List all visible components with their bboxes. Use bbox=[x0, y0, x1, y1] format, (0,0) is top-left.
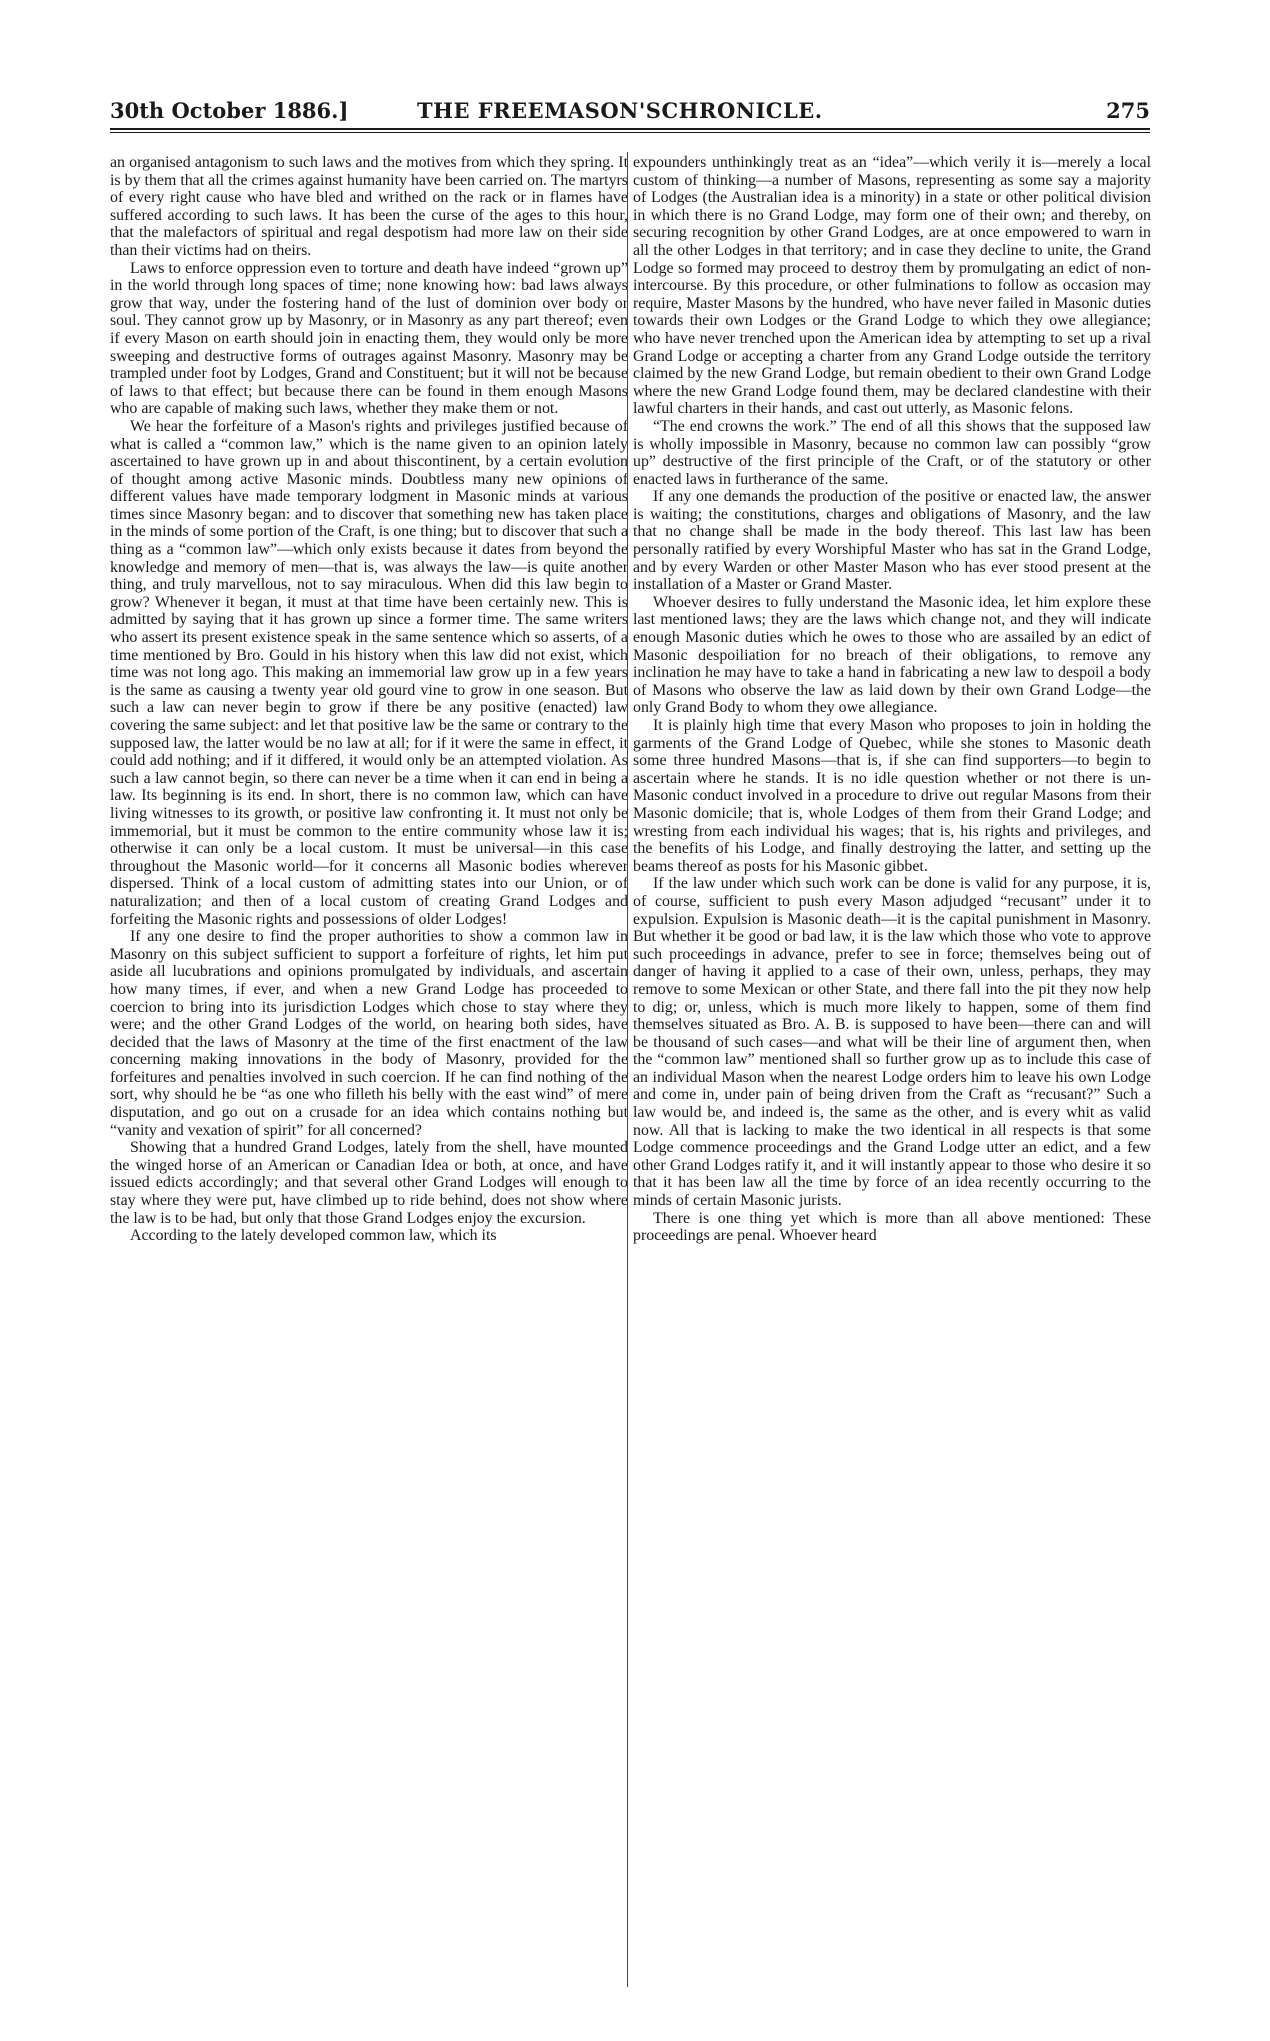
paragraph: “The end crowns the work.” The end of all this shows that the supposed law is wholly impossible in Masonry, because no common law can possibly “grow up” destructive of the first principle of the Craft, or of the statutory or other enacted laws in furtherance of the same. bbox=[633, 417, 1151, 488]
paragraph: Laws to enforce oppression even to torture and death have indeed “grown up” in the world through long spaces of time; none knowing how: bad laws always grow that way, under the fostering hand of the lust of dominion over body or soul. They cannot grow up by Masonry, or in Masonry as any part thereof; even if every Mason on earth should join in enacting them, they would only be more sweeping and destructive forms of outrages against Masonry. Masonry may be trampled under foot by Lodges, Grand and Constituent; but it will not be because of laws to that effect; but because there can be found in them enough Masons who are capable of making such laws, whether they make them or not. bbox=[110, 259, 628, 418]
column-divider bbox=[627, 152, 628, 1987]
header-rule-thin bbox=[110, 132, 1150, 133]
right-column bbox=[633, 154, 1151, 1245]
paragraph: There is one thing yet which is more than all above mentioned: These proceedings are penal. Whoever heard bbox=[633, 1209, 1151, 1245]
paragraph: an organised antagonism to such laws and the motives from which they spring. It is by them that all the crimes against humanity have been carried on. The martyrs of every right cause who have bled and writhed on the rack or in flames have suffered according to such laws. It has been the curse of the ages to this hour, that the malefactors of spiritual and regal despotism had more law on their side than their victims had on theirs. bbox=[110, 154, 628, 259]
paragraph: It is plainly high time that every Mason who proposes to join in holding the garments of the Grand Lodge of Quebec, while she stones to Masonic death some three hundred Masons—that is, if she can find supporters—to begin to ascertain where he stands. It is no idle question whether or not there is un-Masonic conduct involved in a procedure to drive out regular Masons from their Masonic domicile; that is, whole Lodges of them from their Grand Lodge; and wresting from each individual his wages; that is, his rights and privileges, and the benefits of his Lodge, and finally destroying the latter, and setting up the beams thereof as posts for his Masonic gibbet. bbox=[633, 717, 1151, 875]
paragraph: If any one desire to find the proper authorities to show a common law in Masonry on this subject sufficient to support a forfeiture of rights, let him put aside all lucubrations and opinions promulgated by individuals, and ascertain how many times, if ever, and when a new Grand Lodge has proceeded to coercion to bring into its jurisdiction Lodges which chose to stay where they were; and the other Grand Lodges of the world, on hearing both sides, have decided that the laws of Masonry at the time of the first enactment of the law concerning making innovations in the body of Masonry, provided for the forfeitures and penalties involved in such coercion. If he can find nothing of the sort, why should he be “as one who filleth his belly with the east wind” of mere disputation, and go out on a crusade for an idea which contains nothing but “vanity and vexation of spirit” for all concerned? bbox=[110, 928, 628, 1139]
left-column bbox=[110, 154, 628, 1245]
paragraph: expounders unthinkingly treat as an “idea”—which verily it is—merely a local custom of thinking—a number of Masons, representing as some say a majority of Lodges (the Australian idea is a minority) in a state or other political division in which there is no Grand Lodge, may form one of their own; and thereby, on securing recognition by other Grand Lodges, are at once empowered to warn in all the other Lodges in that territory; and in case they decline to unite, the Grand Lodge so formed may proceed to destroy them by promulgating an edict of non-intercourse. By this procedure, or other fulminations to follow as occasion may require, Master Masons by the hundred, who have never failed in Masonic duties towards their own Lodges or the Grand Lodge to which they owe allegiance; who have never trenched upon the American idea by attempting to set up a rival Grand Lodge or accepting a charter from any Grand Lodge outside the territory claimed by the new Grand Lodge, but remain obedient to their own Grand Lodge where the new Grand Lodge found them, may be declared clandestine with their lawful charters in their hands, and cast out utterly, as Masonic felons. bbox=[633, 154, 1151, 418]
paragraph: If the law under which such work can be done is valid for any purpose, it is, of course, sufficient to push every Mason adjudged “recusant” under it to expulsion. Expulsion is Masonic death—it is the capital punishment in Masonry. But whether it be good or bad law, it is the law which those who vote to approve such proceedings in advance, prefer to see in force; themselves being out of danger of having it applied to a case of their own, unless, perhaps, they may remove to some Mexican or other State, and there fall into the pit they now help to dig; or, unless, which is much more likely to happen, some of them find themselves situated as Bro. A. B. is supposed to have been—there can and will be thousand of such cases—and what will be their line of argument then, when the “common law” mentioned shall so further grow up as to include this case of an individual Mason when the nearest Lodge orders him to leave his own Lodge and come in, under pain of being driven from the Craft as “recusant?” Such a law would be, and indeed is, the same as the other, and is every whit as valid now. All that is lacking to make the two identical in all respects is that some Lodge commence proceedings and the Grand Lodge utter an edict, and a few other Grand Lodges ratify it, and it will instantly appear to those who desire it so that it has been law all the time by force of an idea recently occurring to the minds of certain Masonic jurists. bbox=[633, 875, 1151, 1210]
paragraph: Whoever desires to fully understand the Masonic idea, let him explore these last mentioned laws; they are the laws which change not, and they will indicate enough Masonic duties which he owes to those who are assailed by an edict of Masonic despoiliation for no breach of their obligations, to remove any inclination he may have to take a hand in fabricating a new law to despoil a body of Masons who observe the law as laid down by their own Grand Lodge—the only Grand Body to whom they owe allegiance. bbox=[633, 593, 1151, 717]
paragraph: If any one demands the production of the positive or enacted law, the answer is waiting; the constitutions, charges and obligations of Masonry, and the law that no change shall be made in the body thereof. This last law has been personally ratified by every Worshipful Master who has sat in the Grand Lodge, and by every Warden or other Master Mason who has ever stood present at the installation of a Master or Grand Master. bbox=[633, 488, 1151, 594]
header-date: 30th October 1886.] bbox=[110, 98, 349, 123]
header-rule bbox=[110, 128, 1150, 130]
paragraph: According to the lately developed common law, which its bbox=[130, 1227, 497, 1245]
page-header bbox=[110, 98, 1150, 128]
page-number: 275 bbox=[1106, 98, 1150, 123]
publication-title: THE FREEMASON'SCHRONICLE. bbox=[417, 98, 823, 123]
paragraph: We hear the forfeiture of a Mason's rights and privileges justified because of what is called a “common law,” which is the name given to an opinion lately ascertained to have grown up in and about thiscontinent, by a certain evolution of thought among active Masonic minds. Doubtless many new opinions of different values have made temporary lodgment in Masonic minds at various times since Masonry began: and to discover that something new has taken place in the minds of some portion of the Craft, is one thing; but to discover that such a thing as a “common law”—which only exists because it dates from beyond the knowledge and memory of men—that is, was always the law—is quite another thing, and truly marvellous, not to say miraculous. When did this law begin to grow? Whenever it began, it must at that time have been certainly new. This is admitted by saying that it has grown up since a former time. The same writers who assert its present existence speak in the same sentence which so asserts, of a time mentioned by Bro. Gould in his history when this law did not exist, which time was not long ago. This making an immemorial law grow up in a few years is the same as causing a twenty year old gourd vine to grow in one season. But such a law can never begin to grow if there be any positive (enacted) law covering the same subject: and let that positive law be the same or contrary to the supposed law, the latter would be no law at all; for if it were the same in effect, it could add nothing; and if it differed, it would only be an attempted violation. As such a law cannot begin, so there can never be a time when it can end in being a law. Its beginning is its end. In short, there is no common law, which can have living witnesses to its growth, or positive law confronting it. It must not only be immemorial, but it must be common to the entire community whose law it is; otherwise it can only be a local custom. It must be universal—in this case throughout the Masonic world—for it concerns all Masonic bodies wherever dispersed. Think of a local custom of admitting states into our Union, or of naturalization; and then of a local custom of creating Grand Lodges and forfeiting the Masonic rights and possessions of older Lodges! bbox=[110, 417, 628, 928]
paragraph: Showing that a hundred Grand Lodges, lately from the shell, have mounted the winged horse of an American or Canadian Idea or both, at once, and have issued edicts accordingly; and that several other Grand Lodges will enough to stay where they were put, have climbed up to ride behind, does not show where the law is to be had, but only that those Grand Lodges enjoy the excursion. bbox=[110, 1139, 628, 1227]
